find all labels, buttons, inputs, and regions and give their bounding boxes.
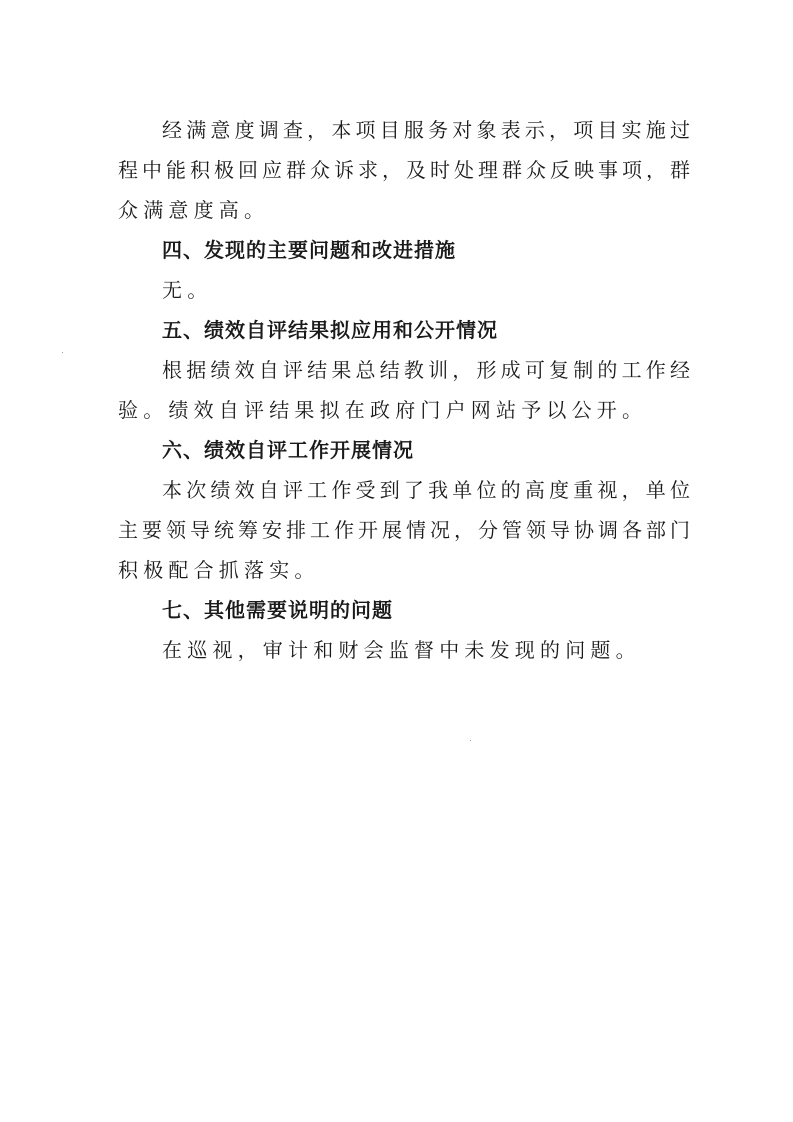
section-heading: 六、绩效自评工作开展情况: [162, 438, 414, 462]
scan-speck: [470, 740, 471, 741]
paragraph-line: 积极配合抓落实。: [118, 558, 320, 582]
paragraph-line: 无。: [162, 278, 213, 302]
paragraph-line: 程中能积极回应群众诉求，及时处理群众反映事项，群: [118, 158, 690, 182]
paragraph-line: 本次绩效自评工作受到了我单位的高度重视，单位: [162, 478, 690, 502]
paragraph-line: 验。绩效自评结果拟在政府门户网站予以公开。: [118, 398, 648, 422]
document-body: [118, 110, 690, 670]
paragraph-line: 在巡视，审计和财会监督中未发现的问题。: [162, 638, 641, 662]
section-heading: 五、绩效自评结果拟应用和公开情况: [162, 318, 498, 342]
paragraph-line: 经满意度调查，本项目服务对象表示，项目实施过: [162, 118, 690, 142]
section-heading: 七、其他需要说明的问题: [162, 598, 393, 622]
section-heading: 四、发现的主要问题和改进措施: [162, 238, 456, 262]
scan-speck: [62, 352, 63, 353]
paragraph-line: 根据绩效自评结果总结教训，形成可复制的工作经: [162, 358, 690, 382]
paragraph-line: 众满意度高。: [118, 198, 270, 222]
paragraph-line: 主要领导统筹安排工作开展情况，分管领导协调各部门: [118, 518, 690, 542]
